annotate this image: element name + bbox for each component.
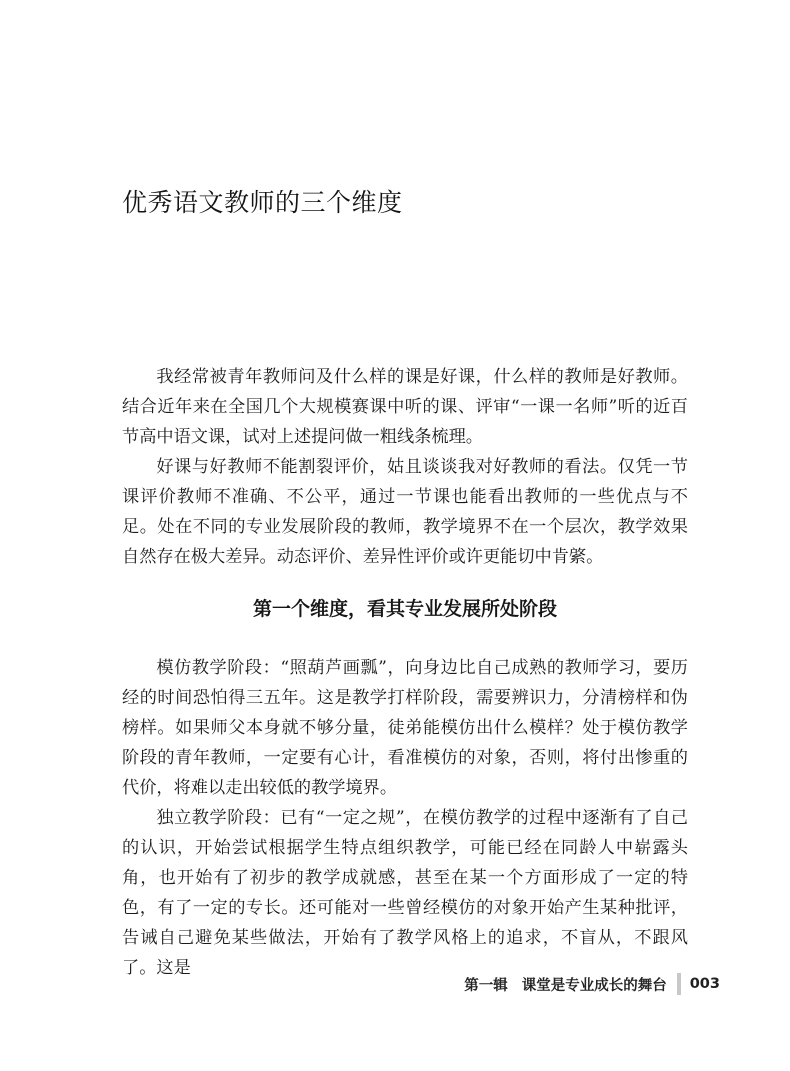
footer-chapter: 课堂是专业成长的舞台 [521,977,667,994]
page-number: 003 [689,976,720,992]
footer-part: 第一辑 [464,977,508,994]
section-heading: 第一个维度，看其专业发展所处阶段 [252,598,557,620]
footer-separator [677,973,681,995]
intro-text [122,362,688,572]
paragraph: 模仿教学阶段：“照葫芦画瓢”，向身边比自己成熟的教师学习，要历经的时间恐怕得三五年。这是教学打样阶段，需要辨识力，分清榜样和伪榜样。如果师父本身就不够分量，徒弟能模仿出什么模样？处于模仿教学阶段的青年教师，一定要有心计，看准模仿的对象，否则，将付出惨重的代价，将难以走出较低的教学境界。 [122,658,688,798]
paragraph: 好课与好教师不能割裂评价，姑且谈谈我对好教师的看法。仅凭一节课评价教师不准确、不公平，通过一节课也能看出教师的一些优点与不足。处在不同的专业发展阶段的教师，教学境界不在一个层次，教学效果自然存在极大差异。动态评价、差异性评价或许更能切中肯綮。 [122,457,688,567]
running-footer [464,970,720,998]
chapter-title: 优秀语文教师的三个维度 [122,188,403,217]
paragraph: 独立教学阶段：已有“一定之规”，在模仿教学的过程中逐渐有了自己的认识，开始尝试根据学生特点组织教学，可能已经在同龄人中崭露头角，也开始有了初步的教学成就感，甚至在某一个方面形成了一定的特色，有了一定的专长。还可能对一些曾经模仿的对象开始产生某种批评，告诫自己避免某些做法，开始有了教学风格上的追求，不盲从，不跟风了。这是 [122,808,688,978]
paragraph: 我经常被青年教师问及什么样的课是好课，什么样的教师是好教师。结合近年来在全国几个大规模赛课中听的课、评审“一课一名师”听的近百节高中语文课，试对上述提问做一粗线条梳理。 [122,367,688,447]
section-text [122,653,688,983]
